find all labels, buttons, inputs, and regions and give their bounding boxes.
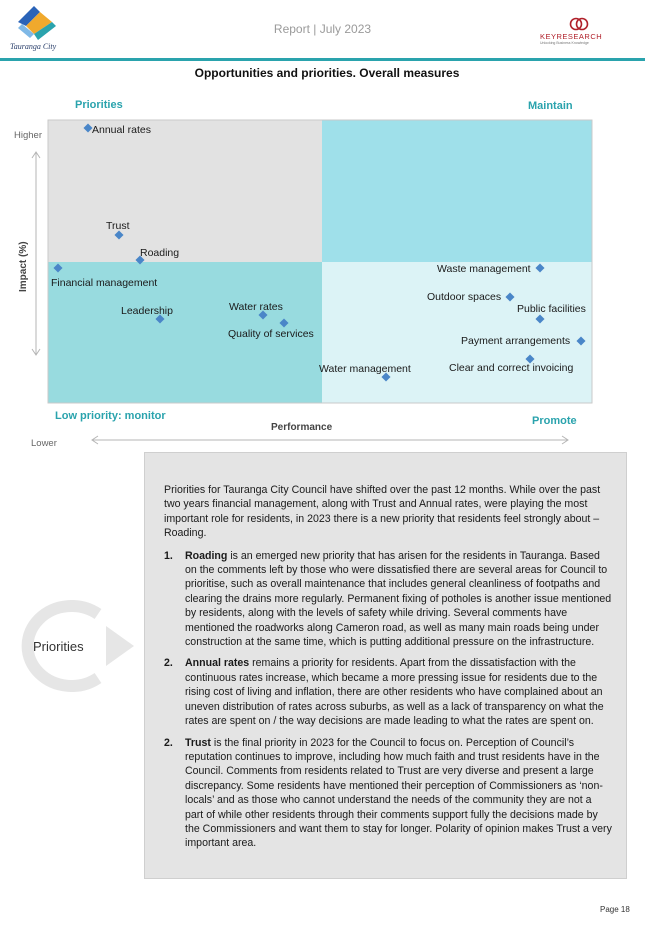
- section-arrow-icon: [106, 626, 134, 666]
- point-label-water-management: Water management: [319, 363, 411, 375]
- point-label-financial-management: Financial management: [51, 277, 158, 289]
- brand-tagline: Unlocking Business Knowledge: [540, 41, 589, 45]
- point-label-leadership: Leadership: [121, 305, 173, 317]
- y-axis-title: Impact (%): [18, 241, 29, 292]
- point-label-annual-rates: Annual rates: [92, 124, 151, 136]
- point-label-quality-of-services: Quality of services: [228, 328, 314, 340]
- list-item-heading: Roading: [185, 549, 228, 562]
- list-item-text: remains a priority for residents. Apart from the dissatisfaction with the continuous rates increase, which became a more pressing issue for residents due to the rising cost of living and inflation, there are other residents who have complained about an uneven distribution of rates across suburbs, as well as a lack of transparency on what the rates are spent on / the way decisions are made leading to what the rates are spent on.: [185, 657, 604, 728]
- keyresearch-logo: [538, 16, 628, 46]
- quadrant-label-promote: Promote: [532, 415, 577, 427]
- list-item-heading: Annual rates: [185, 657, 250, 670]
- list-item-number: 2.: [164, 736, 173, 749]
- quadrant-label-maintain: Maintain: [528, 100, 573, 112]
- quadrant-maintain: [322, 120, 592, 262]
- report-title: Report | July 2023: [273, 22, 372, 36]
- header-rule: [0, 58, 645, 61]
- point-label-waste-management: Waste management: [437, 263, 531, 275]
- chart-title: Opportunities and priorities. Overall measures: [194, 66, 460, 80]
- quadrant-label-priorities: Priorities: [75, 99, 123, 111]
- point-label-trust: Trust: [106, 220, 130, 232]
- list-item: [164, 736, 612, 851]
- point-label-water-rates: Water rates: [229, 301, 283, 313]
- point-label-outdoor-spaces: Outdoor spaces: [427, 291, 502, 303]
- list-item-number: 1.: [164, 549, 173, 562]
- quadrant-label-low-priority: Low priority: monitor: [55, 410, 166, 422]
- list-item: [164, 656, 612, 728]
- commentary-box: [144, 452, 627, 879]
- point-label-clear-and-correct-invoicing: Clear and correct invoicing: [449, 362, 574, 374]
- point-label-roading: Roading: [140, 247, 180, 259]
- x-axis-low-label: Lower: [31, 438, 57, 449]
- list-item-heading: Trust: [185, 736, 211, 749]
- keyresearch-rings-icon: [538, 16, 628, 32]
- city-logo-text: Tauranga City: [10, 42, 57, 51]
- intro-paragraph: Priorities for Tauranga City Council have shifted over the past 12 months. While over the past two years financial management, along with Trust and Annual rates, were playing the most important role for residents, in 2023 there is a new priority that residents feel strongly about – Roading.: [164, 484, 601, 540]
- list-item: [164, 549, 612, 650]
- list-item-text: is the final priority in 2023 for the Council to focus on. Perception of Council’s reputation continues to improve, including how much faith and trust residents have in the Council. Comments from residents related to Trust are very diverse and present a large discrepancy. Some residents have mentioned their perception of Commissioners as ‘non-locals’ and as those who cannot understand the needs of the community they are not a part of while other residents through their comments support fully the decisions made by the Commissioners and want them to stay for longer. Polarity of opinion makes Trust a very important area.: [185, 736, 612, 850]
- list-item-text: is an emerged new priority that has arisen for the residents in Tauranga. Based on the comments left by those who were dissatisfied there are several areas for Council to prioritise, such as overall maintenance that includes general cleanliness of footpaths and clearing the drains more regularly. Permanent fixing of potholes is another issue mentioned by residents, along with the levels of safety while driving. Several comments have mentioned the roadworks along Cameron road, as well as many main roads being under construction at the same time, which is putting additional pressure on the infrastructure.: [185, 549, 612, 649]
- brand-logo-text: KEYRESEARCH: [540, 32, 603, 41]
- point-label-public-facilities: Public facilities: [517, 303, 586, 315]
- y-axis-high-label: Higher: [14, 130, 42, 141]
- priority-list: [164, 549, 612, 851]
- point-label-payment-arrangements: Payment arrangements: [461, 335, 571, 347]
- quadrant-promote: [322, 262, 592, 403]
- x-axis-title: Performance: [271, 422, 333, 433]
- page-number: Page 18: [600, 905, 630, 914]
- list-item-number: 2.: [164, 657, 173, 670]
- section-label: Priorities: [33, 639, 84, 654]
- priority-matrix-chart: [0, 88, 645, 450]
- quadrant-priorities: [48, 120, 322, 262]
